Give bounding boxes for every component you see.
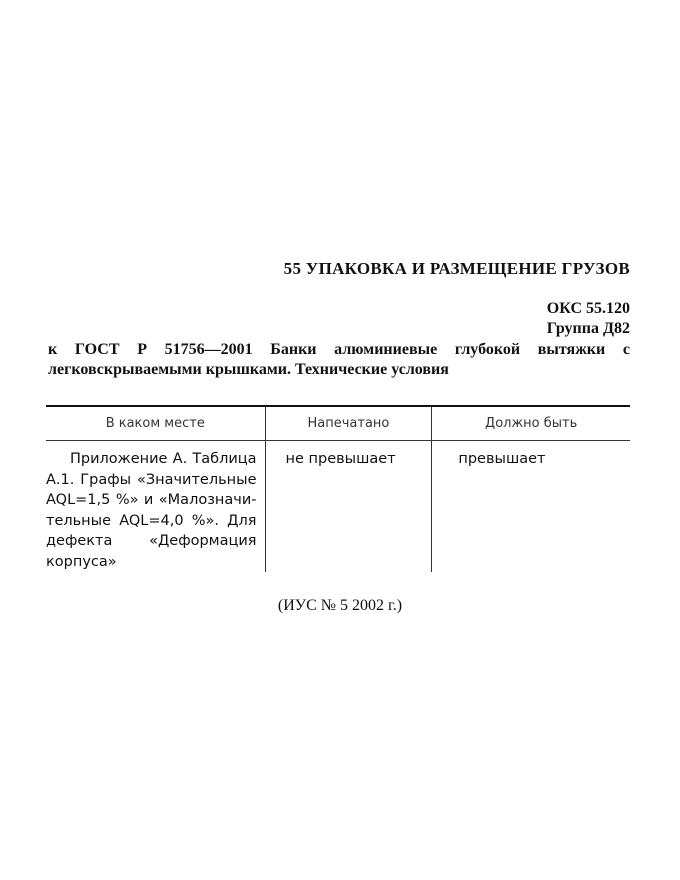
amendment-title: к ГОСТ Р 51756—2001 Банки алюминиевые глубокой вытяжки с легковскрываемыми крышками. Технические условия [48, 341, 630, 378]
header-should-be: Должно быть [432, 406, 630, 441]
cell-where: Приложение А. Таблица А.1. Графы «Значительные AQL=1,5 %» и «Малозначительные AQL=4,0 %». Для дефекта «Деформация корпуса» [46, 441, 265, 573]
cell-should-be: превышает [458, 451, 546, 467]
header-where: В каком месте [46, 406, 265, 441]
oks-code: ОКС 55.120 [546, 300, 630, 317]
cell-printed: не превышает [265, 441, 432, 573]
header-printed: Напечатано [265, 406, 432, 441]
source-reference: (ИУС № 5 2002 г.) [277, 597, 403, 614]
group-code: Группа Д82 [546, 320, 630, 337]
amendment-table [46, 405, 630, 572]
table-row [46, 441, 630, 573]
table-header-row [46, 406, 630, 441]
section-heading: 55 УПАКОВКА И РАЗМЕЩЕНИЕ ГРУЗОВ [283, 259, 630, 278]
